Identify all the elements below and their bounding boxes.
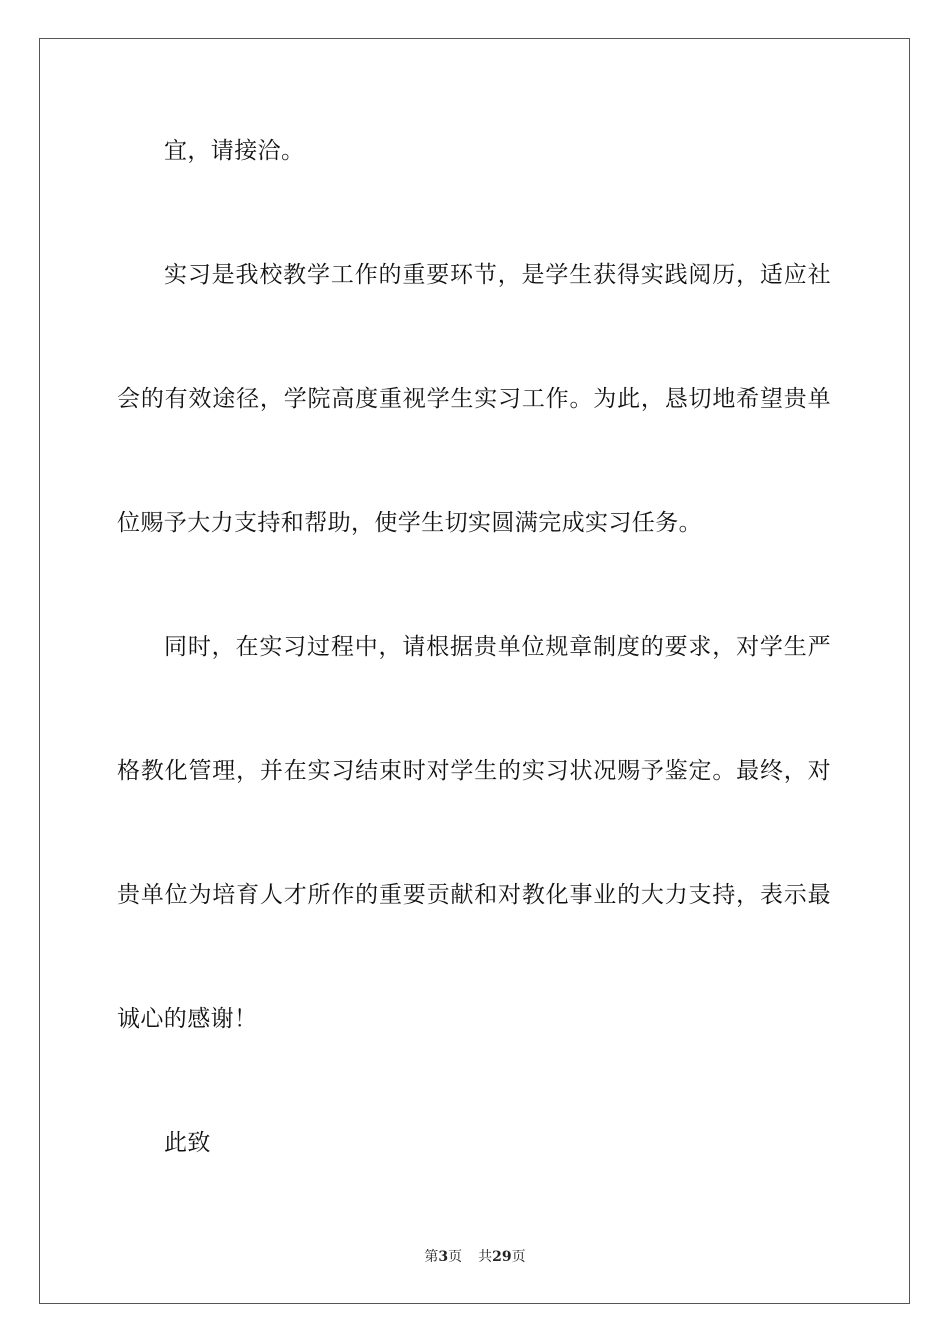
paragraph-line-3: 会的有效途径，学院高度重视学生实习工作。为此，恳切地希望贵单 <box>117 386 831 412</box>
total-suffix: 页 <box>511 1249 526 1265</box>
paragraph-line-5: 同时，在实习过程中，请根据贵单位规章制度的要求，对学生严 <box>164 634 831 660</box>
closing-line: 此致 <box>164 1130 211 1156</box>
paragraph-line-6: 格教化管理，并在实习结束时对学生的实习状况赐予鉴定。最终，对 <box>117 758 831 784</box>
paragraph-line-1: 宜，请接洽。 <box>164 138 305 164</box>
page-suffix: 页 <box>448 1249 463 1265</box>
paragraph-line-7: 贵单位为培育人才所作的重要贡献和对教化事业的大力支持，表示最 <box>117 882 831 908</box>
page-footer <box>0 1248 950 1266</box>
page-number: 3 <box>438 1249 449 1265</box>
page-prefix: 第 <box>424 1249 439 1265</box>
page-border <box>39 38 910 1304</box>
total-prefix: 共 <box>478 1249 493 1265</box>
paragraph-line-4: 位赐予大力支持和帮助，使学生切实圆满完成实习任务。 <box>117 510 702 536</box>
total-pages: 29 <box>492 1249 512 1265</box>
paragraph-line-2: 实习是我校教学工作的重要环节，是学生获得实践阅历，适应社 <box>164 262 831 288</box>
paragraph-line-8: 诚心的感谢！ <box>117 1006 258 1032</box>
